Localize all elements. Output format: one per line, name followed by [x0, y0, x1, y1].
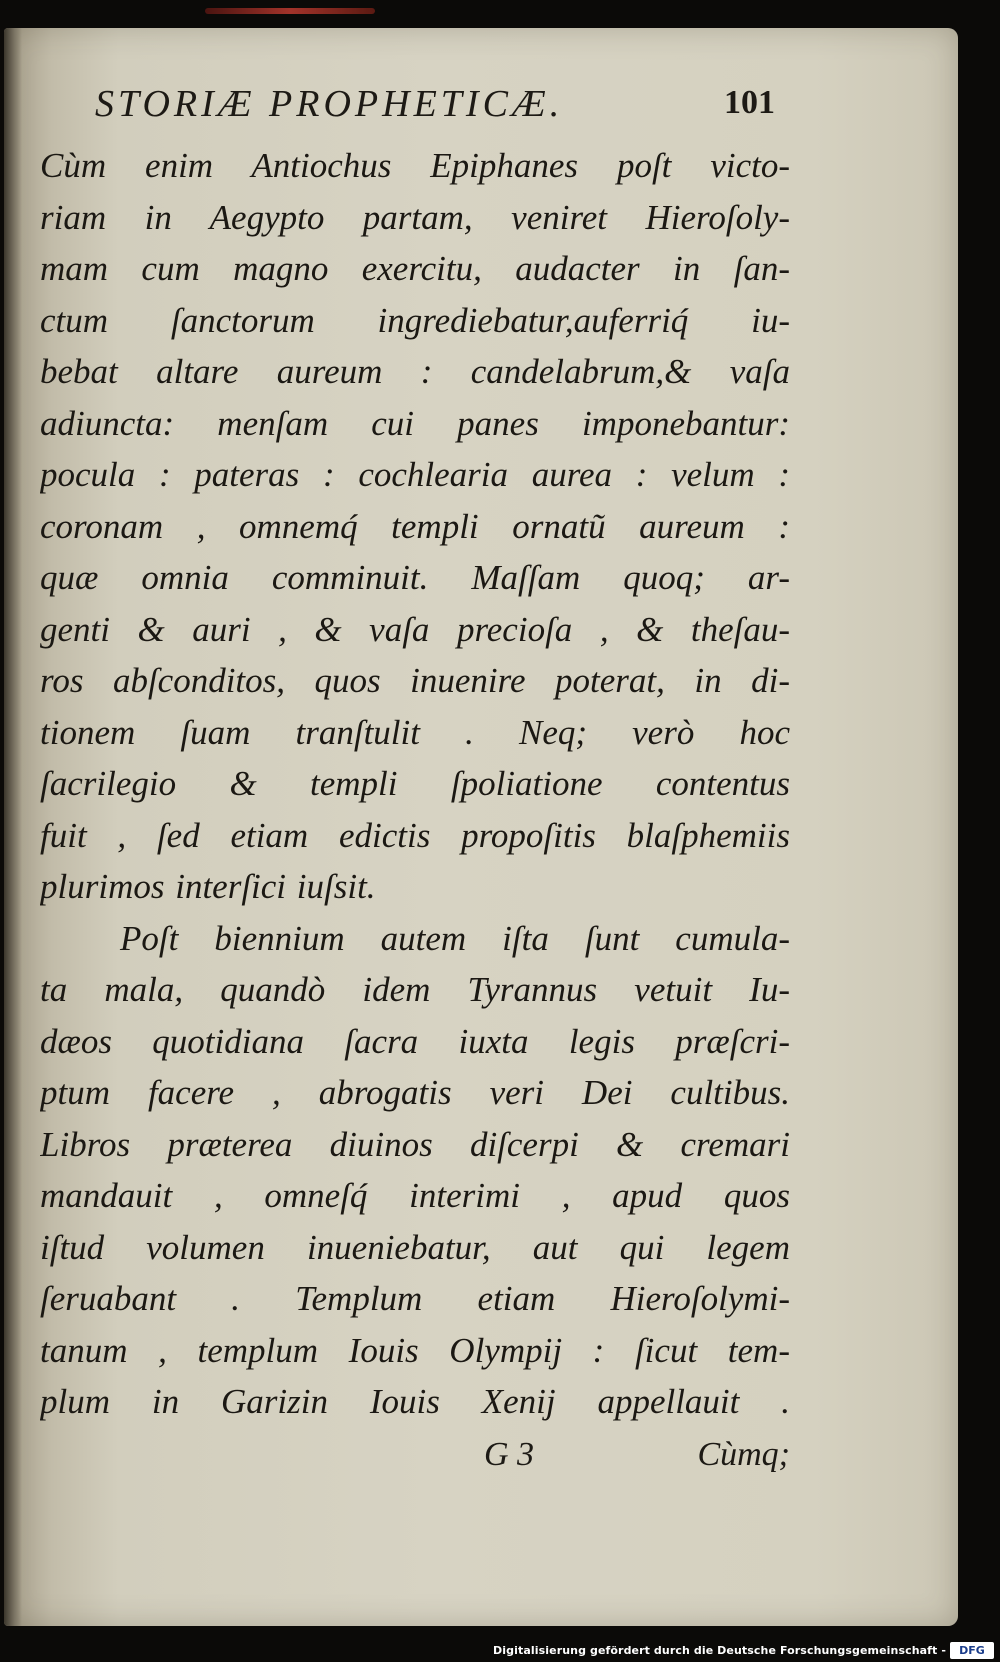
text-line: tionem ſuam tranſtulit . Neq; verò hoc — [40, 712, 790, 752]
text-line: plurimos interſici iuſsit. — [40, 867, 376, 906]
text-line: coronam , omnemq́ templi ornatũ aureum : — [40, 506, 790, 546]
page-number: 101 — [724, 84, 775, 121]
text-line: tanum , templum Iouis Olympij : ſicut tem- — [40, 1330, 790, 1370]
text-line: genti & auri , & vaſa precioſa , & theſau- — [40, 609, 790, 649]
text-line: Libros præterea diuinos diſcerpi & cremari — [40, 1124, 790, 1164]
text-line: quæ omnia comminuit. Maſſam quoq; ar- — [40, 558, 790, 597]
text-line: ſacrilegio & templi ſpoliatione contentus — [40, 764, 790, 803]
text-line: ptum facere , abrogatis veri Dei cultibus. — [40, 1073, 790, 1112]
text-line: iſtud volumen inueniebatur, aut qui legem — [40, 1227, 790, 1267]
text-line: ta mala, quandò idem Tyrannus vetuit Iu- — [40, 970, 790, 1009]
text-line: Poſt biennium autem iſta ſunt cumula- — [120, 918, 790, 958]
running-head: STORIÆ PROPHETICÆ. — [95, 83, 564, 125]
dfg-logo: DFG — [950, 1642, 994, 1659]
catchword: Cùmq; — [697, 1436, 790, 1473]
page-gutter-shadow — [4, 28, 22, 1626]
text-line: ros abſconditos, quos inuenire poterat, in di- — [40, 661, 790, 700]
binding-thread — [205, 8, 375, 14]
text-line: adiuncta: menſam cui panes imponebantur: — [40, 403, 790, 443]
signature-mark: G 3 — [484, 1436, 535, 1473]
body-text — [40, 140, 790, 1428]
text-line: mandauit , omneſq́ interimi , apud quos — [40, 1176, 790, 1215]
text-line: ctum ſanctorum ingrediebatur,auferriq́ iu- — [40, 300, 790, 340]
text-line: plum in Garizin Iouis Xenij appellauit . — [40, 1382, 790, 1421]
digitization-credit: Digitalisierung gefördert durch die Deutsche Forschungsgemeinschaft - — [493, 1644, 946, 1657]
text-line: dæos quotidiana ſacra iuxta legis præſcri- — [40, 1021, 790, 1061]
text-line: riam in Aegypto partam, veniret Hieroſoly- — [40, 197, 790, 237]
text-line: pocula : pateras : cochlearia aurea : velum : — [40, 455, 790, 494]
page-footer — [40, 1436, 790, 1486]
text-line: bebat altare aureum : candelabrum,& vaſa — [40, 352, 790, 391]
text-line: fuit , ſed etiam edictis propoſitis blaſphemiis — [40, 815, 790, 855]
text-line: Cùm enim Antiochus Epiphanes poſt victo- — [40, 146, 790, 185]
page-header — [95, 82, 775, 134]
text-line: mam cum magno exercitu, audacter in ſan- — [40, 249, 790, 288]
text-line: ſeruabant . Templum etiam Hieroſolymi- — [40, 1279, 790, 1318]
